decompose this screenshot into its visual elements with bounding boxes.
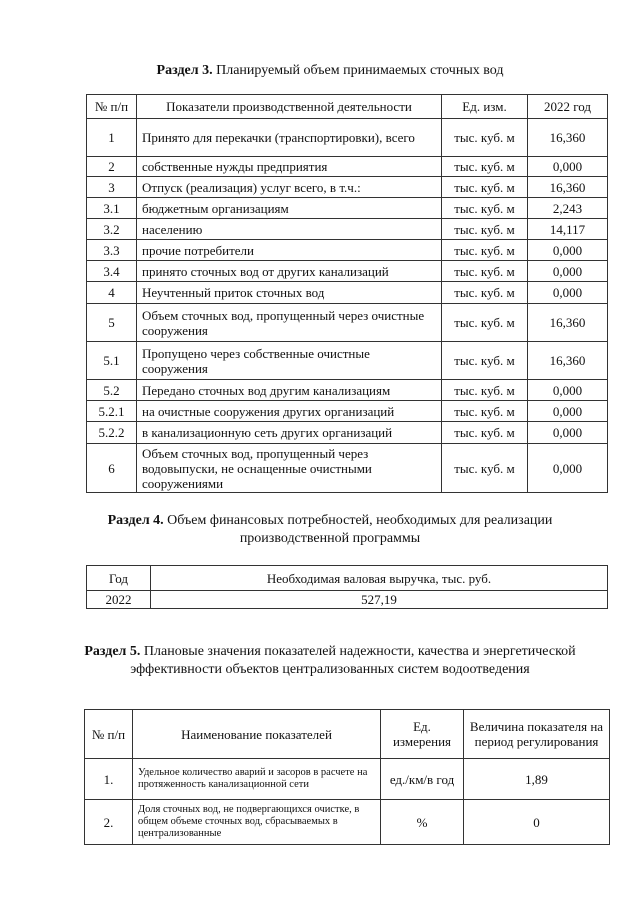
table-cell: 2 [87,157,137,177]
table-cell: тыс. куб. м [442,282,528,304]
section-label: Раздел 3. [156,63,213,78]
column-header: № п/п [87,95,137,119]
financial-needs-table [86,565,608,609]
table-cell: 16,360 [528,119,608,157]
column-header: 2022 год [528,95,608,119]
table-row [87,261,608,282]
table-cell: 0,000 [528,401,608,422]
table-cell: 1 [87,119,137,157]
table-cell: 0,000 [528,422,608,444]
table-cell: 3.1 [87,198,137,219]
table-cell: 3.4 [87,261,137,282]
table-cell: 1. [85,759,133,800]
table-cell: 527,19 [151,591,608,609]
table-cell: 0,000 [528,380,608,401]
table-cell: 6 [87,444,137,493]
table-cell: 5.2.1 [87,401,137,422]
table-row [87,198,608,219]
table-row [87,219,608,240]
column-header: Наименование показателей [133,710,381,759]
section-title: Объем финансовых потребностей, необходимых для реализации производственной программы [167,513,553,546]
table-cell: на очистные сооружения других организаций [137,401,442,422]
table-cell: ед./км/в год [381,759,464,800]
table-cell: 16,360 [528,304,608,342]
table-row [87,240,608,261]
table-cell: собственные нужды предприятия [137,157,442,177]
table-row [87,380,608,401]
table-row [87,591,608,609]
table-cell: 3.2 [87,219,137,240]
table-cell: тыс. куб. м [442,444,528,493]
table-cell: тыс. куб. м [442,198,528,219]
table-header-row [87,95,608,119]
section-title: Плановые значения показателей надежности, качества и энергетической эффективности объектов централизованных систем водоотведения [130,644,576,677]
table-cell: тыс. куб. м [442,119,528,157]
table-row [85,800,610,845]
reliability-indicators-table [84,709,610,845]
table-cell: 2,243 [528,198,608,219]
table-cell: 0,000 [528,444,608,493]
table-cell: Неучтенный приток сточных вод [137,282,442,304]
section-label: Раздел 5. [84,644,141,659]
table-cell: тыс. куб. м [442,422,528,444]
table-cell: принято сточных вод от других канализаций [137,261,442,282]
table-header-row [85,710,610,759]
planned-volume-table [86,94,608,493]
table-cell: бюджетным организациям [137,198,442,219]
table-cell: тыс. куб. м [442,240,528,261]
column-header: Год [87,566,151,591]
table-row [87,422,608,444]
table-cell: 3 [87,177,137,198]
table-cell: 0,000 [528,240,608,261]
table-row [85,759,610,800]
table-cell: 4 [87,282,137,304]
table-cell: населению [137,219,442,240]
table-cell: 5.1 [87,342,137,380]
column-header: Показатели производственной деятельности [137,95,442,119]
table-cell: тыс. куб. м [442,219,528,240]
table-cell: 0,000 [528,157,608,177]
table-cell: Доля сточных вод, не подвергающихся очистке, в общем объеме сточных вод, сбрасываемых в централизованные [133,800,381,845]
table-row [87,304,608,342]
table-row [87,157,608,177]
table-cell: Объем сточных вод, пропущенный через очистные сооружения [137,304,442,342]
table-cell: 16,360 [528,177,608,198]
table-cell: 3.3 [87,240,137,261]
table-cell: Удельное количество аварий и засоров в расчете на протяженность канализационной сети [133,759,381,800]
section4-heading [60,512,600,548]
table-cell: в канализационную сеть других организаций [137,422,442,444]
table-cell: тыс. куб. м [442,177,528,198]
column-header: № п/п [85,710,133,759]
table-cell: 5 [87,304,137,342]
table-cell: 2022 [87,591,151,609]
table-cell: 1,89 [464,759,610,800]
table-cell: 14,117 [528,219,608,240]
table-row [87,401,608,422]
table-cell: Принято для перекачки (транспортировки), всего [137,119,442,157]
table-cell: 0,000 [528,261,608,282]
table-cell: % [381,800,464,845]
section-label: Раздел 4. [107,513,164,528]
column-header: Необходимая валовая выручка, тыс. руб. [151,566,608,591]
table-cell: 5.2.2 [87,422,137,444]
table-cell: тыс. куб. м [442,261,528,282]
section-title: Планируемый объем принимаемых сточных вод [216,63,504,78]
table-row [87,444,608,493]
table-row [87,282,608,304]
table-cell: прочие потребители [137,240,442,261]
table-header-row [87,566,608,591]
column-header: Величина показателя на период регулирования [464,710,610,759]
column-header: Ед. изм. [442,95,528,119]
table-cell: 2. [85,800,133,845]
table-cell: Передано сточных вод другим канализациям [137,380,442,401]
table-cell: Пропущено через собственные очистные сооружения [137,342,442,380]
table-cell: 0,000 [528,282,608,304]
table-cell: 16,360 [528,342,608,380]
section5-heading [60,643,600,679]
table-cell: Объем сточных вод, пропущенный через водовыпуски, не оснащенные очистными сооружениями [137,444,442,493]
column-header: Ед. измерения [381,710,464,759]
table-row [87,177,608,198]
table-cell: тыс. куб. м [442,304,528,342]
table-cell: тыс. куб. м [442,380,528,401]
section3-heading [60,62,600,80]
table-row [87,342,608,380]
table-cell: 0 [464,800,610,845]
table-cell: тыс. куб. м [442,401,528,422]
table-cell: 5.2 [87,380,137,401]
table-cell: Отпуск (реализация) услуг всего, в т.ч.: [137,177,442,198]
table-row [87,119,608,157]
table-cell: тыс. куб. м [442,342,528,380]
table-cell: тыс. куб. м [442,157,528,177]
